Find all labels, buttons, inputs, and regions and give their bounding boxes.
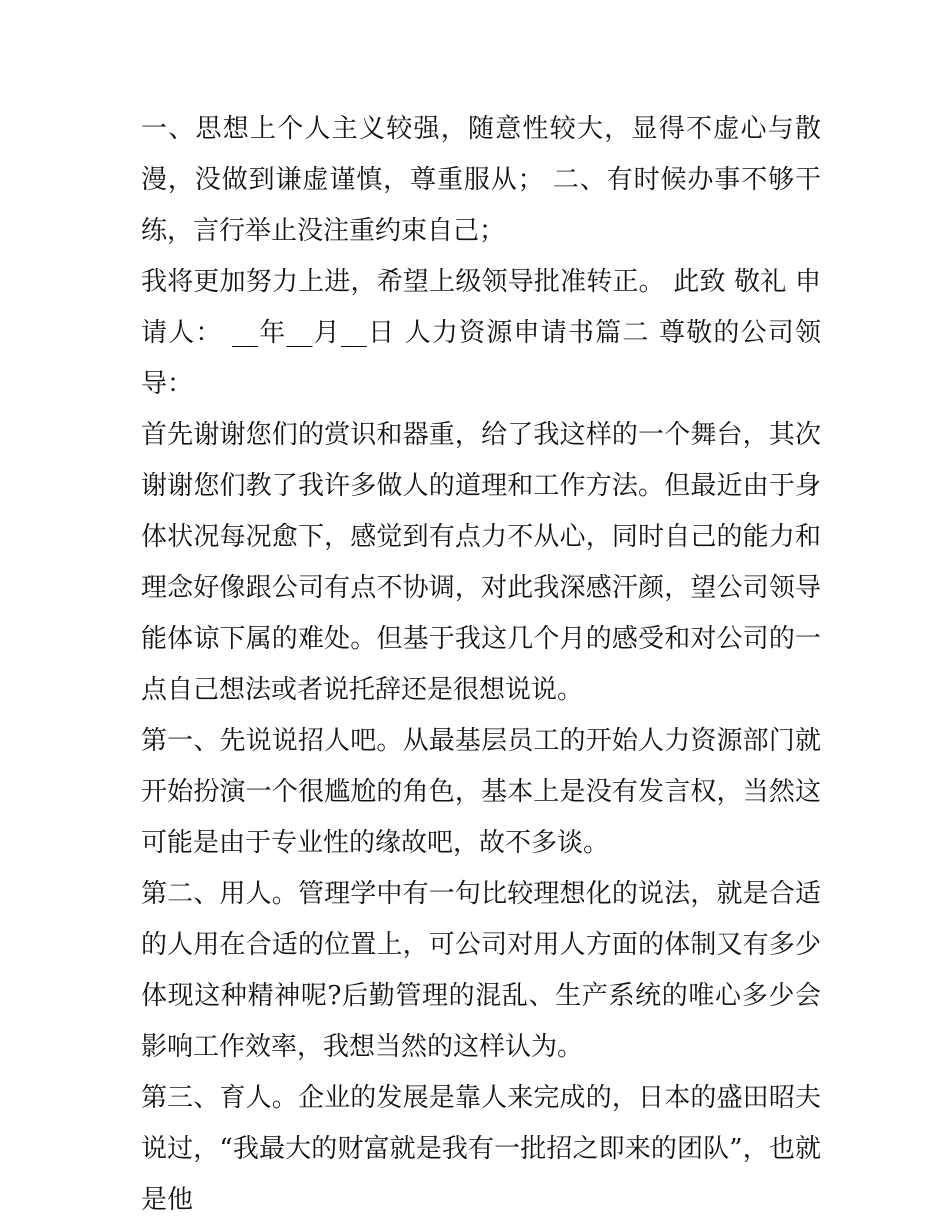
paragraph-training: 第三、育人。企业的发展是靠人来完成的，日本的盛田昭夫说过，“我最大的财富就是我有一批招之即来的团队”，也就是他 [141, 1083, 821, 1215]
paragraph-recruiting: 第一、先说说招人吧。从最基层员工的开始人力资源部门就开始扮演一个很尴尬的角色，基本上是没有发言权，当然这可能是由于专业性的缘故吧，故不多谈。 [141, 726, 821, 858]
paragraph-closing-and-salutation: 我将更加努力上进，希望上级领导批准转正。 此致 敬礼 申请人： __年__月__日 人力资源申请书篇二 尊敬的公司领导： [141, 267, 821, 399]
paragraph-introduction: 首先谢谢您们的赏识和器重，给了我这样的一个舞台，其次谢谢您们教了我许多做人的道理和工作方法。但最近由于身体状况每况愈下，感觉到有点力不从心，同时自己的能力和理念好像跟公司有点不协调，对此我深感汗颜，望公司领导能体谅下属的难处。但基于我这几个月的感受和对公司的一点自己想法或者说托辞还是很想说说。 [141, 420, 821, 705]
paragraph-staffing: 第二、用人。管理学中有一句比较理想化的说法，就是合适的人用在合适的位置上，可公司对用人方面的体制又有多少体现这种精神呢?后勤管理的混乱、生产系统的唯心多少会影响工作效率，我想当然的这样认为。 [141, 879, 821, 1062]
paragraph-self-criticism: 一、思想上个人主义较强，随意性较大，显得不虚心与散漫，没做到谦虚谨慎，尊重服从； 二、有时候办事不够干练，言行举止没注重约束自己； [141, 114, 821, 246]
document-body [141, 104, 821, 1226]
